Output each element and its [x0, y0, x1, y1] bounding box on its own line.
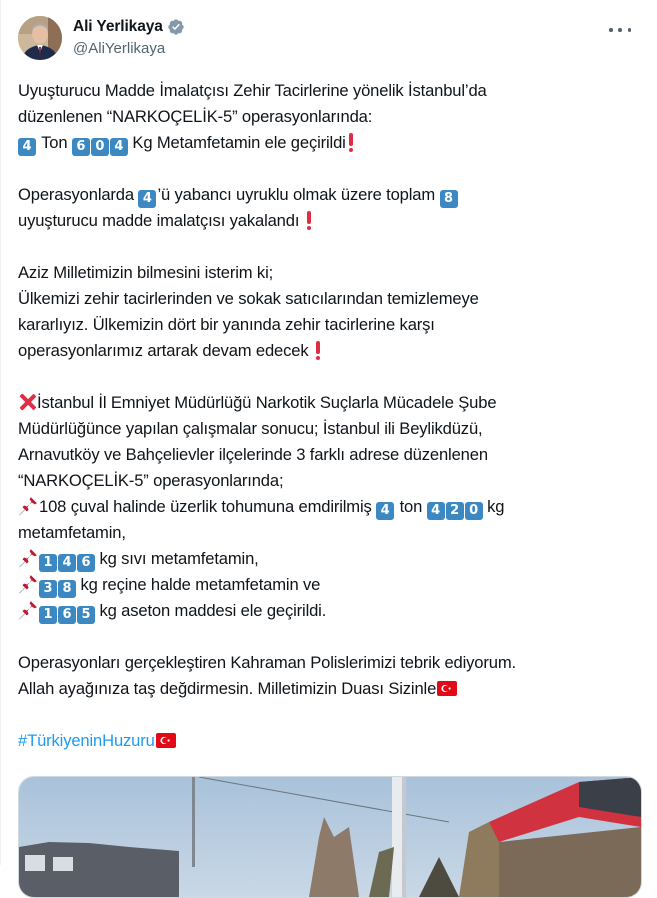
turkey-flag-icon [156, 733, 176, 748]
pushpin-icon [18, 496, 38, 516]
text-line: Operasyonları gerçekleştiren Kahraman Polislerimizi tebrik ediyorum. [18, 653, 516, 672]
text-line: düzenlenen “NARKOÇELİK-5” operasyonlarında: [18, 107, 373, 126]
keycap-group [39, 554, 95, 572]
keycap-digit-icon: 5 [77, 606, 95, 624]
keycap-digit-icon: 4 [110, 138, 128, 156]
text-line [18, 338, 640, 364]
keycap-digit-icon: 1 [39, 606, 57, 624]
hashtag-link[interactable]: #TürkiyeninHuzuru [18, 731, 155, 750]
list-item [18, 494, 640, 520]
text-fragment: Kg Metamfetamin ele geçirildi [127, 133, 346, 152]
text-fragment: uyuşturucu madde imalatçısı yakalandı [18, 211, 304, 230]
text-fragment: İstanbul İl Emniyet Müdürlüğü Narkotik Suçlarla Mücadele Şube [37, 393, 497, 412]
keycap-digit-icon: 6 [58, 606, 76, 624]
list-item [18, 546, 640, 572]
keycap-digit-icon: 2 [446, 502, 464, 520]
text-fragment: Allah ayağınıza taş değdirmesin. Milletimizin Duası Sizinle [18, 679, 437, 698]
text-fragment: kg [482, 497, 505, 516]
text-fragment: Ton [37, 133, 72, 152]
more-dot [618, 28, 622, 32]
more-horizontal-icon [609, 28, 613, 32]
text-line [18, 130, 640, 156]
tweet-header [18, 13, 641, 61]
timeline-border [0, 0, 1, 865]
keycap-digit-icon: 0 [91, 138, 109, 156]
video-thumbnail [19, 777, 641, 897]
pushpin-icon [18, 574, 38, 594]
paragraph-5 [18, 650, 640, 702]
red-exclamation-icon [348, 132, 354, 152]
pushpin-icon [18, 548, 38, 568]
text-fragment: kg reçine halde metamfetamin ve [76, 575, 321, 594]
tweet-text [18, 78, 640, 780]
verified-badge-icon [167, 18, 185, 36]
display-name[interactable]: Ali Yerlikaya [73, 17, 185, 37]
author-names [73, 17, 185, 59]
list-item [18, 572, 640, 598]
keycap-group [39, 606, 95, 624]
text-line [18, 208, 640, 234]
keycap-digit-icon: 4 [427, 502, 445, 520]
list-item [18, 598, 640, 624]
red-exclamation-icon [306, 210, 312, 230]
keycap-digit-icon: 4 [376, 502, 394, 520]
red-exclamation-icon [315, 340, 321, 360]
text-line [18, 390, 640, 416]
pushpin-icon [18, 600, 38, 620]
keycap-digit-icon: 8 [58, 580, 76, 598]
text-line: Aziz Milletimizin bilmesini isterim ki; [18, 263, 274, 282]
keycap-group [72, 138, 128, 156]
text-line: Arnavutköy ve Bahçelievler ilçelerinde 3 farklı adrese düzenlenen [18, 445, 488, 464]
text-line: Müdürlüğünce yapılan çalışmalar sonucu; İstanbul ili Beylikdüzü, [18, 419, 483, 438]
keycap-digit-icon: 4 [18, 138, 36, 156]
text-fragment: ’ü yabancı uyruklu olmak üzere toplam [157, 185, 440, 204]
text-fragment: kg aseton maddesi ele geçirildi. [95, 601, 327, 620]
keycap-digit-icon: 6 [72, 138, 90, 156]
keycap-digit-icon: 6 [77, 554, 95, 572]
tweet-media-video[interactable] [18, 776, 642, 898]
avatar[interactable] [18, 16, 62, 60]
turkey-flag-icon [437, 681, 457, 696]
text-fragment: kg sıvı metamfetamin, [95, 549, 259, 568]
paragraph-3 [18, 260, 640, 364]
keycap-digit-icon: 1 [39, 554, 57, 572]
paragraph-1 [18, 78, 640, 156]
paragraph-4 [18, 390, 640, 624]
text-line [18, 676, 640, 702]
more-options-button[interactable] [609, 23, 631, 37]
keycap-digit-icon: 4 [138, 190, 156, 208]
text-fragment: Operasyonlarda [18, 185, 139, 204]
keycap-digit-icon: 3 [39, 580, 57, 598]
text-line: metamfetamin, [18, 523, 126, 542]
keycap-digit-icon: 0 [465, 502, 483, 520]
text-line: “NARKOÇELİK-5” operasyonlarında; [18, 471, 284, 490]
text-fragment: operasyonlarımız artarak devam edecek [18, 341, 313, 360]
text-line: kararlıyız. Ülkemizin dört bir yanında zehir tacirlerine karşı [18, 315, 435, 334]
text-fragment: ton [395, 497, 427, 516]
paragraph-2 [18, 182, 640, 234]
keycap-digit-icon: 8 [440, 190, 458, 208]
keycap-group [427, 502, 483, 520]
keycap-group [39, 580, 76, 598]
text-fragment: 108 çuval halinde üzerlik tohumuna emdirilmiş [39, 497, 377, 516]
keycap-digit-icon: 4 [58, 554, 76, 572]
author-handle[interactable]: @AliYerlikaya [73, 40, 166, 57]
text-line [18, 728, 640, 754]
text-line: Ülkemizi zehir tacirlerinden ve sokak satıcılarından temizlemeye [18, 289, 479, 308]
paragraph-6 [18, 728, 640, 754]
cross-mark-icon [18, 393, 36, 411]
text-line [18, 182, 640, 208]
text-line: Uyuşturucu Madde İmalatçısı Zehir Tacirlerine yönelik İstanbul’da [18, 81, 487, 100]
avatar-image [18, 16, 62, 60]
more-dot [628, 28, 632, 32]
